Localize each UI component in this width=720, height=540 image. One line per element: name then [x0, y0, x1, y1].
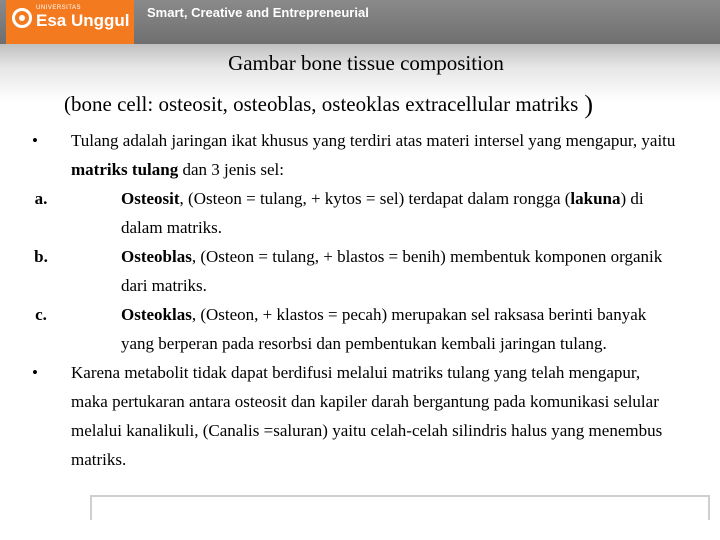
slide-title: Gambar bone tissue composition — [228, 51, 504, 75]
list-label: b. — [34, 247, 48, 266]
logo-subtitle: UNIVERSITAS — [36, 5, 82, 11]
slide-subtitle-text: (bone cell: osteosit, osteoblas, osteoklas extracellular matriks — [64, 92, 579, 116]
bold-term: matriks tulang — [71, 160, 179, 179]
logo-name: Esa Unggul — [36, 11, 130, 30]
bullet-marker: • — [32, 131, 38, 150]
bullet-text — [71, 126, 680, 184]
list-text-part: , (Osteon, + klastos = pecah) merupakan sel raksasa berinti banyak yang berperan pada resorbsi dan pembentukan kembali jaringan tulang. — [121, 305, 647, 353]
bold-term: Osteoklas — [121, 305, 192, 324]
bullet-item — [0, 358, 720, 474]
list-label: a. — [34, 189, 48, 208]
slide-body — [0, 126, 720, 474]
bullet-text-part: dan 3 jenis sel: — [178, 160, 284, 179]
university-logo — [6, 0, 134, 47]
bullet-text: Karena metabolit tidak dapat berdifusi melalui matriks tulang yang telah mengapur, maka pertukaran antara osteosit dan kapiler darah bergantung pada komunikasi selular melalui kanalikuli, (Canalis =saluran) yaitu celah-celah silindris halus yang menembus matriks. — [71, 363, 663, 469]
bullet-text-part: Tulang adalah jaringan ikat khusus yang terdiri atas materi intersel yang mengapur, yaitu — [71, 131, 676, 150]
footer-frame — [90, 495, 710, 520]
bold-term: Osteosit — [121, 189, 180, 208]
bullet-item — [0, 126, 720, 358]
list-text-part: , (Osteon = tulang, + blastos = benih) membentuk komponen organik dari matriks. — [121, 247, 663, 295]
list-label: c. — [35, 305, 47, 324]
slide-subtitle — [64, 88, 593, 118]
sub-list — [34, 184, 680, 358]
header-bar — [0, 0, 720, 44]
list-text — [121, 242, 680, 300]
logo-emblem-icon — [12, 8, 32, 28]
list-text-part: , (Osteon = tulang, + kytos = sel) terdapat dalam rongga ( — [179, 189, 571, 208]
bold-term: Osteoblas — [121, 247, 192, 266]
header-tagline: Smart, Creative and Entrepreneurial — [147, 5, 369, 20]
list-text — [121, 184, 680, 242]
sub-list-item — [35, 300, 680, 358]
subtitle-close-paren: ) — [584, 90, 594, 119]
list-text — [121, 300, 680, 358]
sub-list-item — [34, 242, 680, 300]
sub-list-item — [34, 184, 680, 242]
bold-term: lakuna — [570, 189, 621, 208]
bullet-marker: • — [32, 363, 38, 382]
list-text-part: ) di dalam matriks. — [121, 189, 644, 237]
